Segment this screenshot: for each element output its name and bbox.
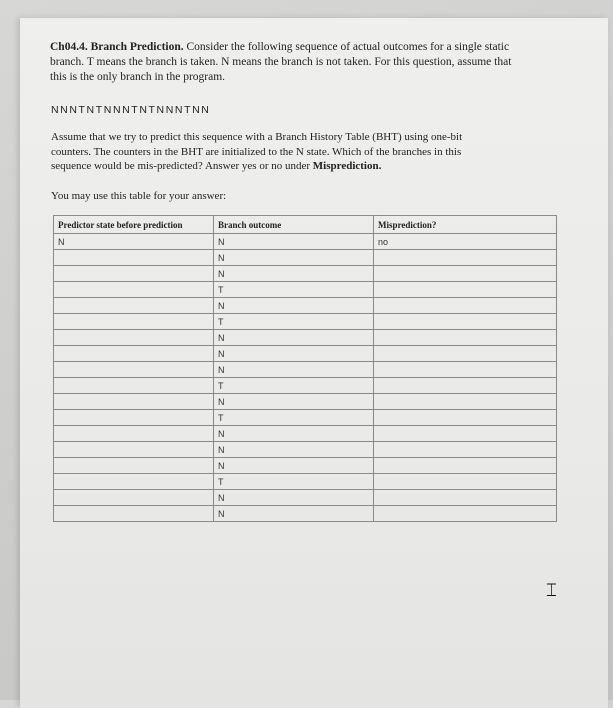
cell-predictor-state[interactable] bbox=[54, 362, 214, 378]
table-row bbox=[54, 346, 557, 362]
cell-branch-outcome[interactable]: T bbox=[214, 378, 374, 394]
question-text: Consider the following sequence of actual outcomes for a single static branch. T means the branch is taken. N means the branch is not taken. For this question, assume that this is the only branch in the program. bbox=[50, 41, 512, 83]
table-row bbox=[54, 410, 557, 426]
table-row bbox=[54, 378, 557, 394]
cell-predictor-state[interactable] bbox=[54, 474, 214, 490]
cell-predictor-state[interactable] bbox=[54, 378, 214, 394]
cell-misprediction[interactable] bbox=[374, 378, 557, 394]
cell-predictor-state[interactable] bbox=[54, 298, 214, 314]
cell-misprediction[interactable] bbox=[374, 490, 557, 506]
cell-predictor-state[interactable] bbox=[54, 346, 214, 362]
table-note: You may use this table for your answer: bbox=[51, 190, 227, 202]
cell-predictor-state[interactable] bbox=[54, 330, 214, 346]
cell-misprediction[interactable] bbox=[374, 282, 557, 298]
table-row bbox=[54, 394, 557, 410]
cell-misprediction[interactable] bbox=[374, 506, 557, 522]
cell-branch-outcome[interactable]: N bbox=[214, 330, 374, 346]
cell-predictor-state[interactable] bbox=[54, 394, 214, 410]
cell-predictor-state[interactable] bbox=[54, 442, 214, 458]
cell-branch-outcome[interactable]: N bbox=[214, 442, 374, 458]
cell-misprediction[interactable] bbox=[374, 298, 557, 314]
paper-sheet bbox=[20, 18, 608, 708]
question-title: Branch Prediction. bbox=[90, 41, 184, 53]
cell-predictor-state[interactable] bbox=[54, 410, 214, 426]
cell-predictor-state[interactable] bbox=[54, 506, 214, 522]
header-predictor-state: Predictor state before prediction bbox=[54, 216, 214, 234]
paragraph-bold: Misprediction. bbox=[312, 160, 382, 172]
paragraph-text: Assume that we try to predict this sequence with a Branch History Table (BHT) using one-bit counters. The counters in the BHT are initialized to the N state. Which of the branches in this sequence would be mis-predicted? Answer yes or no under bbox=[51, 131, 463, 172]
cell-predictor-state[interactable] bbox=[54, 282, 214, 298]
cell-branch-outcome[interactable]: N bbox=[214, 362, 374, 378]
table-row bbox=[54, 506, 557, 522]
cell-predictor-state[interactable] bbox=[54, 490, 214, 506]
cell-misprediction[interactable] bbox=[374, 314, 557, 330]
cell-misprediction[interactable] bbox=[374, 362, 557, 378]
cell-branch-outcome[interactable]: N bbox=[214, 250, 374, 266]
cell-branch-outcome[interactable]: N bbox=[214, 266, 374, 282]
cell-misprediction[interactable] bbox=[374, 410, 557, 426]
cell-branch-outcome[interactable]: T bbox=[214, 282, 374, 298]
cell-branch-outcome[interactable]: N bbox=[214, 506, 374, 522]
cell-misprediction[interactable] bbox=[374, 474, 557, 490]
cell-misprediction[interactable]: no bbox=[374, 234, 557, 250]
question-paragraph bbox=[51, 130, 501, 174]
cell-misprediction[interactable] bbox=[374, 250, 557, 266]
cell-predictor-state[interactable] bbox=[54, 458, 214, 474]
table-row bbox=[54, 490, 557, 506]
cell-misprediction[interactable] bbox=[374, 442, 557, 458]
table-row bbox=[54, 458, 557, 474]
table-row bbox=[54, 266, 557, 282]
cell-branch-outcome[interactable]: T bbox=[214, 410, 374, 426]
cell-misprediction[interactable] bbox=[374, 330, 557, 346]
table-row bbox=[54, 282, 557, 298]
cell-branch-outcome[interactable]: T bbox=[214, 474, 374, 490]
cell-branch-outcome[interactable]: N bbox=[214, 234, 374, 250]
table-row bbox=[54, 330, 557, 346]
cell-branch-outcome[interactable]: N bbox=[214, 490, 374, 506]
cell-misprediction[interactable] bbox=[374, 394, 557, 410]
cell-branch-outcome[interactable]: N bbox=[214, 426, 374, 442]
table-row bbox=[54, 442, 557, 458]
cell-misprediction[interactable] bbox=[374, 266, 557, 282]
table-row bbox=[54, 234, 557, 250]
cell-misprediction[interactable] bbox=[374, 426, 557, 442]
outcome-sequence: NNNTNTNNNTNTNNNTNN bbox=[51, 104, 211, 116]
cell-predictor-state[interactable] bbox=[54, 314, 214, 330]
cell-predictor-state[interactable] bbox=[54, 426, 214, 442]
table-row bbox=[54, 362, 557, 378]
header-misprediction: Misprediction? bbox=[374, 216, 557, 234]
table-row bbox=[54, 250, 557, 266]
cell-misprediction[interactable] bbox=[374, 346, 557, 362]
question-label: Ch04.4. bbox=[50, 41, 88, 53]
table-row bbox=[54, 474, 557, 490]
table-header-row bbox=[54, 216, 557, 234]
cell-branch-outcome[interactable]: N bbox=[214, 298, 374, 314]
table-row bbox=[54, 426, 557, 442]
cell-branch-outcome[interactable]: N bbox=[214, 394, 374, 410]
cell-misprediction[interactable] bbox=[374, 458, 557, 474]
answer-table bbox=[53, 215, 557, 522]
text-cursor-icon: ⌶ bbox=[546, 580, 557, 601]
cell-predictor-state[interactable] bbox=[54, 266, 214, 282]
header-branch-outcome: Branch outcome bbox=[214, 216, 374, 234]
cell-branch-outcome[interactable]: T bbox=[214, 314, 374, 330]
table-row bbox=[54, 298, 557, 314]
question-heading bbox=[50, 40, 530, 85]
cell-branch-outcome[interactable]: N bbox=[214, 346, 374, 362]
cell-branch-outcome[interactable]: N bbox=[214, 458, 374, 474]
cell-predictor-state[interactable]: N bbox=[54, 234, 214, 250]
cell-predictor-state[interactable] bbox=[54, 250, 214, 266]
table-row bbox=[54, 314, 557, 330]
